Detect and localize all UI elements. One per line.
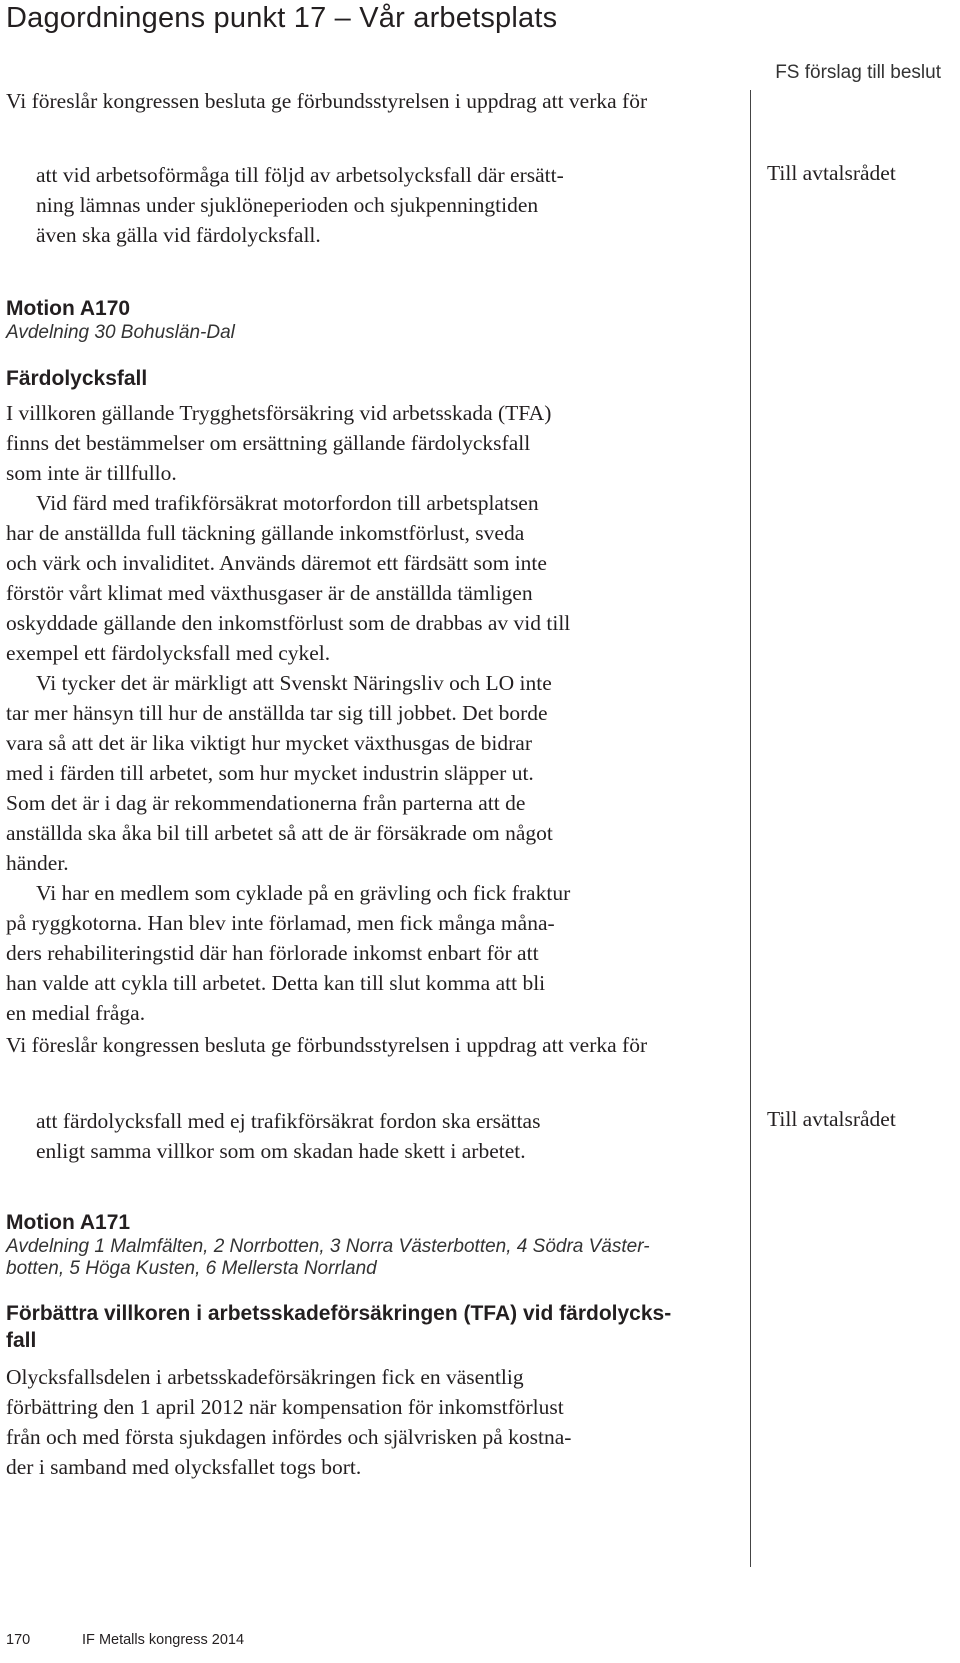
motion-department: botten, 5 Höga Kusten, 6 Mellersta Norrland bbox=[6, 1258, 377, 1279]
paragraph-line: en medial fråga. bbox=[6, 1001, 146, 1025]
page-title: Dagordningens punkt 17 – Vår arbetsplats bbox=[6, 2, 558, 34]
motion-title: Motion A170 bbox=[6, 297, 131, 320]
att-line: ning lämnas under sjuklöneperioden och sjukpenningtiden bbox=[36, 193, 539, 217]
page-footer bbox=[6, 1632, 244, 1648]
paragraph-line: förbättring den 1 april 2012 när kompensation för inkomstförlust bbox=[6, 1395, 564, 1419]
motion-a170-header bbox=[6, 296, 736, 344]
paragraph-line: från och med första sjukdagen infördes och självrisken på kostna- bbox=[6, 1425, 572, 1449]
paragraph-line: och värk och invaliditet. Används däremot ett färdsätt som inte bbox=[6, 551, 547, 575]
heading-line: fall bbox=[6, 1329, 37, 1352]
paragraph-line: har de anställda full täckning gällande inkomstförlust, sveda bbox=[6, 521, 525, 545]
motion-a171-body bbox=[6, 1362, 736, 1482]
motion-department: Avdelning 30 Bohuslän-Dal bbox=[6, 322, 235, 343]
paragraph-line: som inte är tillfullo. bbox=[6, 461, 177, 485]
att-line: att vid arbetsoförmåga till följd av arbetsolycksfall där ersätt- bbox=[36, 163, 564, 187]
paragraph-line: händer. bbox=[6, 851, 69, 875]
page-number: 170 bbox=[6, 1632, 31, 1648]
att-clause-1 bbox=[6, 160, 766, 250]
proposal-intro-1: Vi föreslår kongressen besluta ge förbundsstyrelsen i uppdrag att verka för bbox=[6, 89, 648, 113]
paragraph-line: Vid färd med trafikförsäkrat motorfordon till arbetsplatsen bbox=[36, 491, 539, 515]
paragraph-line: exempel ett färdolycksfall med cykel. bbox=[6, 641, 331, 665]
paragraph-line: Olycksfallsdelen i arbetsskadeförsäkringen fick en väsentlig bbox=[6, 1365, 524, 1389]
paragraph-line: vara så att det är lika viktigt hur mycket växthusgas de bidrar bbox=[6, 731, 532, 755]
att-clause-2 bbox=[6, 1106, 766, 1166]
paragraph-line: I villkoren gällande Trygghetsförsäkring vid arbetsskada (TFA) bbox=[6, 401, 552, 425]
column-divider bbox=[750, 90, 751, 1567]
paragraph-line: der i samband med olycksfallet togs bort. bbox=[6, 1455, 362, 1479]
paragraph-line: tar mer hänsyn till hur de anställda tar sig till jobbet. Det borde bbox=[6, 701, 548, 725]
motion-a171-header bbox=[6, 1210, 736, 1280]
paragraph-line: Som det är i dag är rekommendationerna från parterna att de bbox=[6, 791, 526, 815]
proposal-intro-2: Vi föreslår kongressen besluta ge förbundsstyrelsen i uppdrag att verka för bbox=[6, 1033, 648, 1057]
decision-2: Till avtalsrådet bbox=[767, 1107, 896, 1131]
paragraph-line: med i färden till arbetet, som hur mycket industrin släpper ut. bbox=[6, 761, 534, 785]
motion-title: Motion A171 bbox=[6, 1211, 131, 1234]
paragraph-line: anställda ska åka bil till arbetet så att de är försäkrade om något bbox=[6, 821, 553, 845]
paragraph-line: förstör vårt klimat med växthusgaser är de anställda tämligen bbox=[6, 581, 533, 605]
motion-heading bbox=[6, 1300, 736, 1354]
motion-heading: Färdolycksfall bbox=[6, 367, 148, 390]
att-line: enligt samma villkor som om skadan hade skett i arbetet. bbox=[36, 1139, 526, 1163]
paragraph-line: finns det bestämmelser om ersättning gällande färdolycksfall bbox=[6, 431, 531, 455]
motion-a170-body bbox=[6, 398, 736, 1028]
paragraph-line: oskyddade gällande den inkomstförlust som de drabbas av vid till bbox=[6, 611, 571, 635]
att-line: att färdolycksfall med ej trafikförsäkrat fordon ska ersättas bbox=[36, 1109, 541, 1133]
paragraph-line: han valde att cykla till arbetet. Detta kan till slut komma att bli bbox=[6, 971, 546, 995]
att-line: även ska gälla vid färdolycksfall. bbox=[36, 223, 321, 247]
paragraph bbox=[6, 668, 736, 878]
publication-name: IF Metalls kongress 2014 bbox=[82, 1632, 245, 1648]
paragraph bbox=[6, 878, 736, 1028]
fs-decision-header: FS förslag till beslut bbox=[775, 62, 941, 83]
heading-line: Förbättra villkoren i arbetsskadeförsäkringen (TFA) vid färdolycks- bbox=[6, 1302, 672, 1325]
paragraph bbox=[6, 488, 736, 668]
paragraph-line: ders rehabiliteringstid där han förlorade inkomst enbart för att bbox=[6, 941, 539, 965]
paragraph-line: Vi tycker det är märkligt att Svenskt Näringsliv och LO inte bbox=[36, 671, 552, 695]
paragraph-line: på ryggkotorna. Han blev inte förlamad, men fick många måna- bbox=[6, 911, 555, 935]
paragraph-line: Vi har en medlem som cyklade på en grävling och fick fraktur bbox=[36, 881, 571, 905]
paragraph bbox=[6, 398, 736, 488]
motion-department: Avdelning 1 Malmfälten, 2 Norrbotten, 3 Norra Västerbotten, 4 Södra Väster- bbox=[6, 1236, 650, 1257]
decision-1: Till avtalsrådet bbox=[767, 161, 896, 185]
